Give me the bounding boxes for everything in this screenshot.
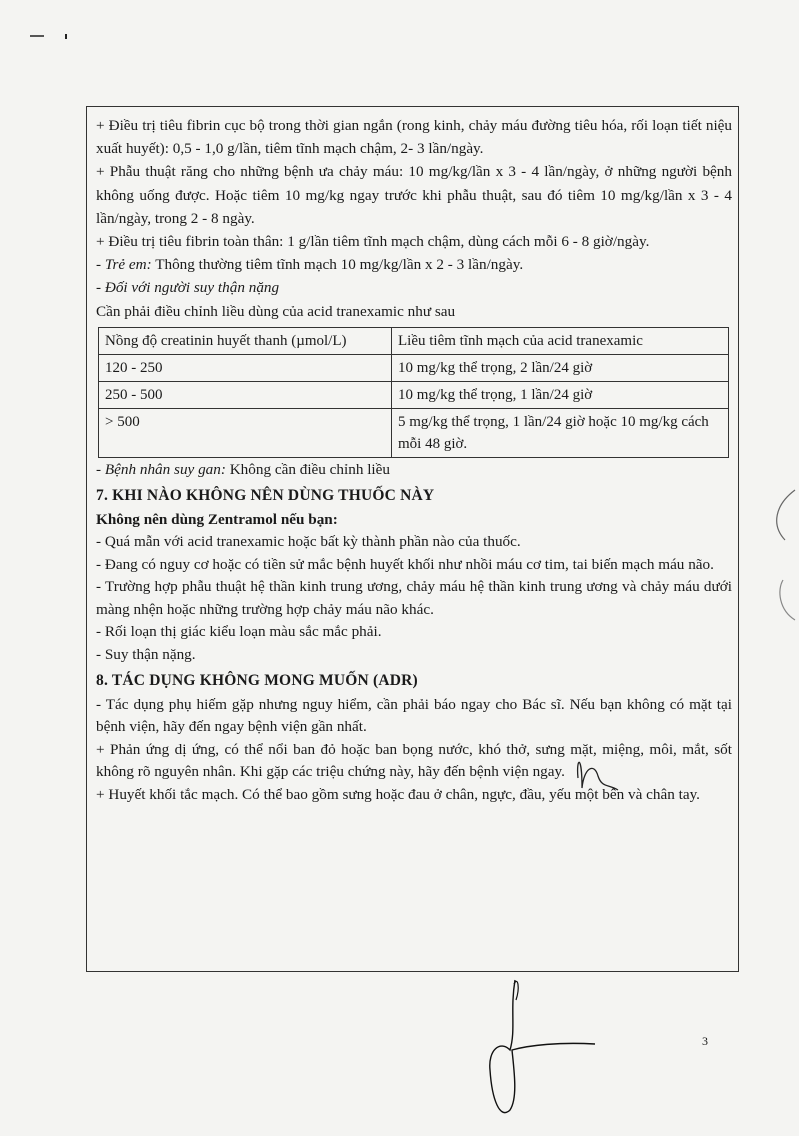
- table-cell: 10 mg/kg thể trọng, 1 lần/24 giờ: [392, 381, 729, 408]
- children-dosage: [96, 253, 732, 276]
- children-label: - Trẻ em:: [96, 256, 152, 274]
- section-7-subtitle: Không nên dùng Zentramol nếu bạn:: [96, 511, 338, 529]
- renal-impairment-heading: - Đối với người suy thận nặng: [96, 279, 280, 297]
- table-header-creatinine: Nồng độ creatinin huyết thanh (µmol/L): [99, 327, 392, 354]
- treatment-dental-surgery: + Phẫu thuật răng cho những bệnh ưa chảy máu: 10 mg/kg/lần x 3 - 4 lần/ngày, ở những người bệnh không uống được. Hoặc tiêm 10 mg/kg ngay trước khi phẫu thuật, sau đó tiêm 10 mg/kg/lần x 3 - 4 lần/ngày, trong 2 - 8 ngày.: [96, 163, 732, 227]
- liver-impairment: [96, 458, 732, 481]
- document-body: [96, 114, 732, 806]
- adverse-effect-item: + Phản ứng dị ứng, có thể nổi ban đỏ hoặc ban bọng nước, khó thở, sưng mặt, miệng, môi, mắt, sốt không rõ nguyên nhân. Khi gặp các triệu chứng này, hãy đến bệnh viện ngay.: [96, 740, 732, 781]
- adverse-effect-item: - Tác dụng phụ hiếm gặp nhưng nguy hiểm, cần phải báo ngay cho Bác sĩ. Nếu bạn không có mặt tại bệnh viện, hãy đến ngay bệnh viện gần nhất.: [96, 695, 732, 736]
- scan-mark: [30, 33, 70, 39]
- renal-intro: Cần phải điều chỉnh liều dùng của acid tranexamic như sau: [96, 302, 456, 320]
- table-cell: > 500: [99, 408, 392, 457]
- treatment-systemic-fibrinolysis: + Điều trị tiêu fibrin toàn thân: 1 g/lần tiêm tĩnh mạch chậm, dùng cách mỗi 6 - 8 giờ/ngày.: [96, 233, 650, 251]
- stamp-fragment: [755, 480, 799, 650]
- table-row: [99, 408, 729, 457]
- section-7-title: 7. KHI NÀO KHÔNG NÊN DÙNG THUỐC NÀY: [96, 487, 435, 505]
- contraindication-item: - Rối loạn thị giác kiểu loạn màu sắc mắc phải.: [96, 623, 382, 641]
- dose-table: [98, 327, 729, 458]
- liver-text: Không cần điều chỉnh liều: [225, 460, 390, 478]
- contraindication-item: - Đang có nguy cơ hoặc có tiền sử mắc bệnh huyết khối như nhồi máu cơ tim, tai biến mạch máu não.: [96, 555, 714, 573]
- table-row: [99, 381, 729, 408]
- table-cell: 10 mg/kg thể trọng, 2 lần/24 giờ: [392, 354, 729, 381]
- handwritten-initial: [568, 748, 638, 818]
- table-cell: 250 - 500: [99, 381, 392, 408]
- table-row: [99, 354, 729, 381]
- adverse-effect-item: + Huyết khối tắc mạch. Có thể bao gồm sưng hoặc đau ở chân, ngực, đầu, yếu một bên và chân tay.: [96, 785, 700, 803]
- table-cell: 120 - 250: [99, 354, 392, 381]
- table-header-row: [99, 327, 729, 354]
- children-text: Thông thường tiêm tĩnh mạch 10 mg/kg/lần x 2 - 3 lần/ngày.: [151, 256, 524, 274]
- table-header-dose: Liều tiêm tĩnh mạch của acid tranexamic: [392, 327, 729, 354]
- liver-label: - Bệnh nhân suy gan:: [96, 460, 226, 478]
- handwritten-signature: [470, 970, 600, 1130]
- section-8-title: 8. TÁC DỤNG KHÔNG MONG MUỐN (ADR): [96, 672, 418, 690]
- treatment-local-fibrinolysis: + Điều trị tiêu fibrin cục bộ trong thời gian ngắn (rong kinh, chảy máu đường tiêu hóa, rối loạn tiết niệu xuất huyết): 0,5 - 1,0 g/lần, tiêm tĩnh mạch chậm, 2- 3 lần/ngày.: [96, 117, 732, 158]
- contraindication-item: - Quá mẫn với acid tranexamic hoặc bất kỳ thành phần nào của thuốc.: [96, 533, 521, 551]
- contraindication-item: - Suy thận nặng.: [96, 645, 196, 663]
- contraindication-item: - Trường hợp phẫu thuật hệ thần kinh trung ương, chảy máu hệ thần kinh trung ương và chảy máu dưới màng nhện hoặc những trường hợp chảy máu não khác.: [96, 578, 732, 618]
- page-number: 3: [702, 1034, 708, 1048]
- table-cell: 5 mg/kg thể trọng, 1 lần/24 giờ hoặc 10 mg/kg cách mỗi 48 giờ.: [392, 408, 729, 457]
